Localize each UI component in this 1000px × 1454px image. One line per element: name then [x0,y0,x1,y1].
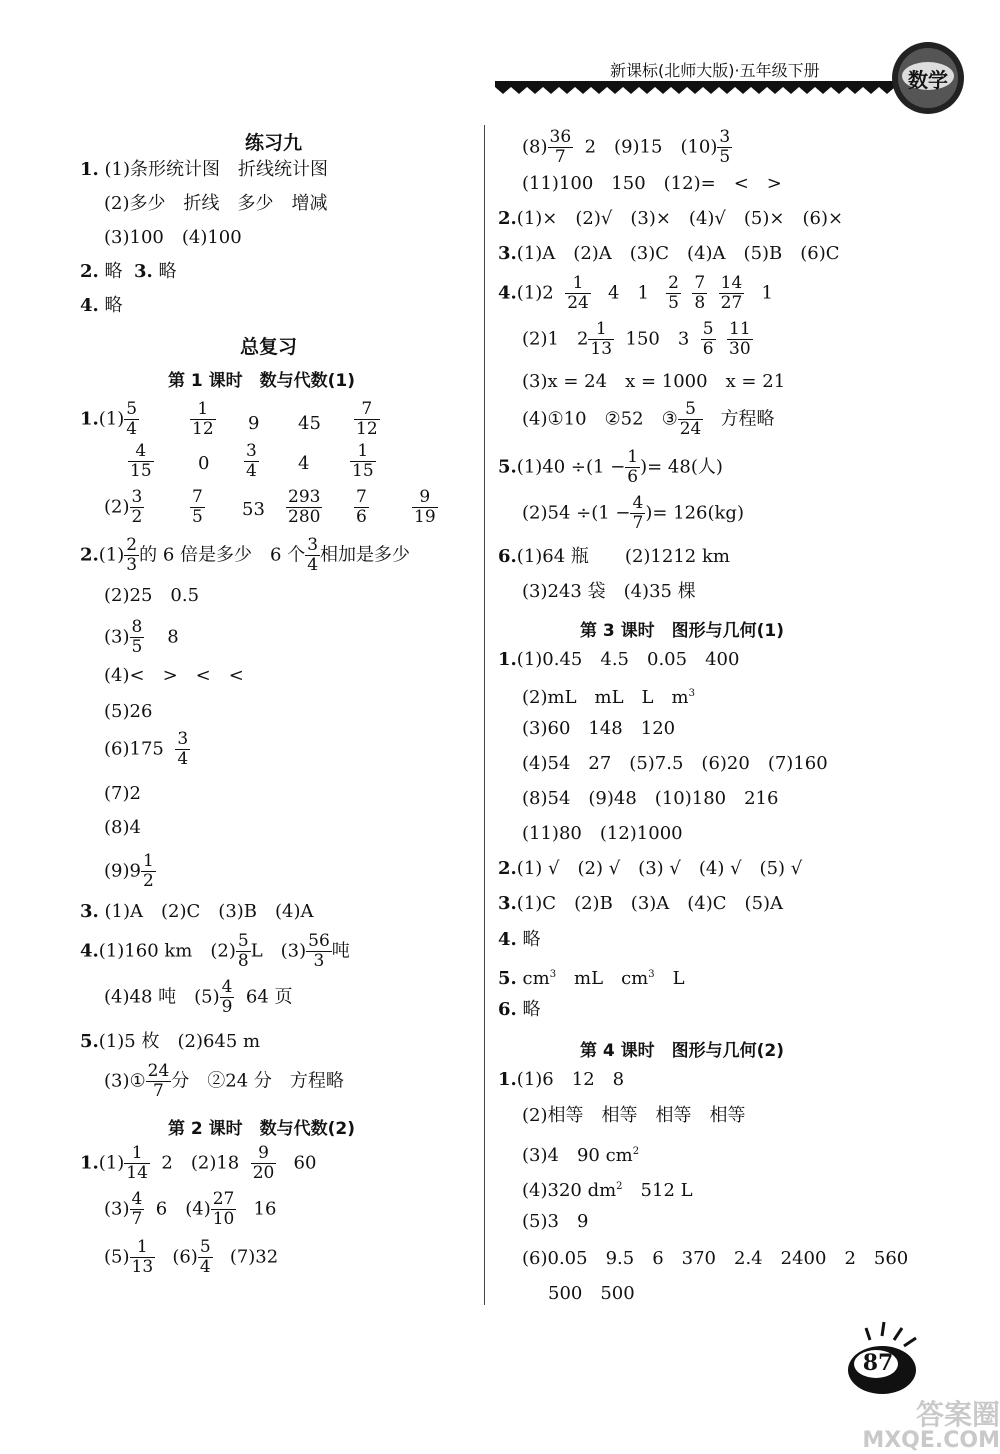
lesson-title-3: 第 3 课时 图形与几何(1) [580,621,785,641]
answer-line: (4)48 吨 (5) $\frac{4}{9}$ 64 页 [104,977,293,1017]
answer-line: 5.(1)5 枚 (2)645 m [80,1031,261,1052]
answer-line: 500 500 [548,1283,635,1304]
page-number: 87 [862,1350,894,1376]
answer-line: 1.(1) $\frac{1}{14}$ 2 (2)18 $\frac{9}{20}$ 60 [80,1143,317,1183]
answer-line: 2.(1) $\frac{2}{3}$ 的 6 倍是多少 6 个 $\frac{3}{4}$ 相加是多少 [80,535,411,575]
answer-line: (5) $\frac{1}{13}$ (6) $\frac{5}{4}$ (7)32 [104,1237,279,1277]
answer-line: (2)1 2 $\frac{1}{13}$ 150 3 $\frac{5}{6}$ $\frac{11}{30}$ [522,319,751,359]
answer-line: 3.(1)C (2)B (3)A (4)C (5)A [498,893,784,914]
fraction-value: $\frac{1}{12}$ [192,399,214,439]
answer-line: 4. 略 [498,929,541,950]
answer-line: (2) $\frac{3}{2}$ [104,487,143,527]
answer-line: (9)9 $\frac{1}{2}$ [104,851,154,891]
answer-line: 1.(1) $\frac{5}{4}$ [80,399,138,439]
fraction: $\frac{5}{4}$ [126,399,138,439]
fraction-value: $\frac{3}{4}$ [246,441,257,481]
answer-line: (5)26 [104,701,153,722]
answer-line: 1. (1)条形统计图 折线统计图 [80,159,329,180]
answer-line: (11)100 150 (12)= < > [522,173,782,194]
fraction-value: $\frac{7}{6}$ [356,487,367,527]
page-number-badge [840,1320,930,1400]
fraction-value: $\frac{9}{19}$ [414,487,436,527]
subject-badge [890,40,966,116]
answer-line: 6.(1)64 瓶 (2)1212 km [498,546,730,567]
answer-line: (2)54 ÷(1 − $\frac{4}{7}$ )= 126(kg) [522,493,744,533]
answer-line: (3)① $\frac{24}{7}$ 分 ②24 分 方程略 [104,1061,344,1101]
fraction-value: $\frac{1}{15}$ [352,441,374,481]
answer-line: 5.(1)40 ÷(1 − $\frac{1}{6}$ )= 48(人) [498,447,723,487]
answer-line: 1.(1)6 12 8 [498,1069,625,1090]
value: 4 [298,453,310,474]
answer-line: 2.(1)× (2)√ (3)× (4)√ (5)× (6)× [498,208,844,229]
section-title-exercise9: 练习九 [245,132,303,154]
answer-line: (7)2 [104,783,141,804]
answer-line: (3) $\frac{8}{5}$ 8 [104,617,179,657]
answer-line: 4. 略 [80,295,123,316]
answer-line: (6)0.05 9.5 6 370 2.4 2400 2 560 [522,1248,909,1269]
lesson-title-2: 第 2 课时 数与代数(2) [168,1119,356,1139]
column-divider [484,125,485,1305]
value: 9 [248,413,260,434]
answer-line: (3)4 90 $cm^2$ [522,1145,640,1166]
fraction-value: $\frac{7}{12}$ [356,399,378,439]
answer-line: (5)3 9 [522,1211,589,1232]
answer-line: 6. 略 [498,999,541,1020]
answer-line: (4)< > < < [104,665,244,686]
watermark-domain: MXQE.COM [862,1428,1000,1453]
fraction-value: $\frac{4}{15}$ [130,441,152,481]
answer-line: 5. $cm^3$ mL $cm^3$ L [498,968,685,989]
answer-line: 2. 略 3. 略 [80,261,177,282]
value: 45 [298,413,321,434]
section-title-review: 总复习 [240,336,298,358]
answer-line: 2.(1) √ (2) √ (3) √ (4) √ (5) √ [498,858,803,879]
answer-line: 1.(1)0.45 4.5 0.05 400 [498,649,740,670]
answer-line: (11)80 (12)1000 [522,823,683,844]
answer-line: (8)54 (9)48 (10)180 216 [522,788,779,809]
answer-line: (3) $\frac{4}{7}$ 6 (4) $\frac{27}{10}$ 16 [104,1189,277,1229]
value: 0 [198,453,210,474]
answer-line: (2)多少 折线 多少 增减 [104,193,328,214]
answer-line: (2)25 0.5 [104,585,200,606]
value: 53 [242,499,265,520]
watermark-brand: 答案圈 [915,1398,1000,1431]
answer-line: (6)175 $\frac{3}{4}$ [104,729,189,769]
answer-line: (4)①10 ②52 ③ $\frac{5}{24}$ 方程略 [522,399,775,439]
answer-line: (8)4 [104,817,141,838]
fraction-value: $\frac{7}{5}$ [192,487,203,527]
answer-line: (2)相等 相等 相等 相等 [522,1105,746,1126]
answer-line: (3)x = 24 x = 1000 x = 21 [522,371,786,392]
answer-line: (3)243 袋 (4)35 棵 [522,581,696,602]
answer-line: (8) $\frac{36}{7}$ 2 (9)15 (10) $\frac{3}{5}$ [522,127,731,167]
answer-line: (2)mL mL L $m^3$ [522,687,695,708]
lesson-title-4: 第 4 课时 图形与几何(2) [580,1041,785,1061]
book-title: 新课标(北师大版)·五年级下册 [610,61,820,80]
answer-line: (4)320 $dm^2$ 512 L [522,1180,693,1201]
badge-label: 数学 [908,68,948,92]
answer-line: 4.(1)2 $\frac{1}{24}$ 4 1 $\frac{2}{5}$ $\frac{7}{8}$ $\frac{14}{27}$ 1 [498,273,773,313]
answer-line: 3. (1)A (2)C (3)B (4)A [80,901,314,922]
answer-line: 4.(1)160 km (2) $\frac{5}{8}$ L (3) $\frac{56}{3}$ 吨 [80,931,350,971]
lesson-title-1: 第 1 课时 数与代数(1) [168,371,356,391]
watermark [820,1400,1000,1454]
answer-line: (3)100 (4)100 [104,227,242,248]
answer-line: (3)60 148 120 [522,718,676,739]
answer-line: (4)54 27 (5)7.5 (6)20 (7)160 [522,753,828,774]
fraction-value: $\frac{293}{280}$ [288,487,321,527]
answer-line: 3.(1)A (2)A (3)C (4)A (5)B (6)C [498,243,840,264]
